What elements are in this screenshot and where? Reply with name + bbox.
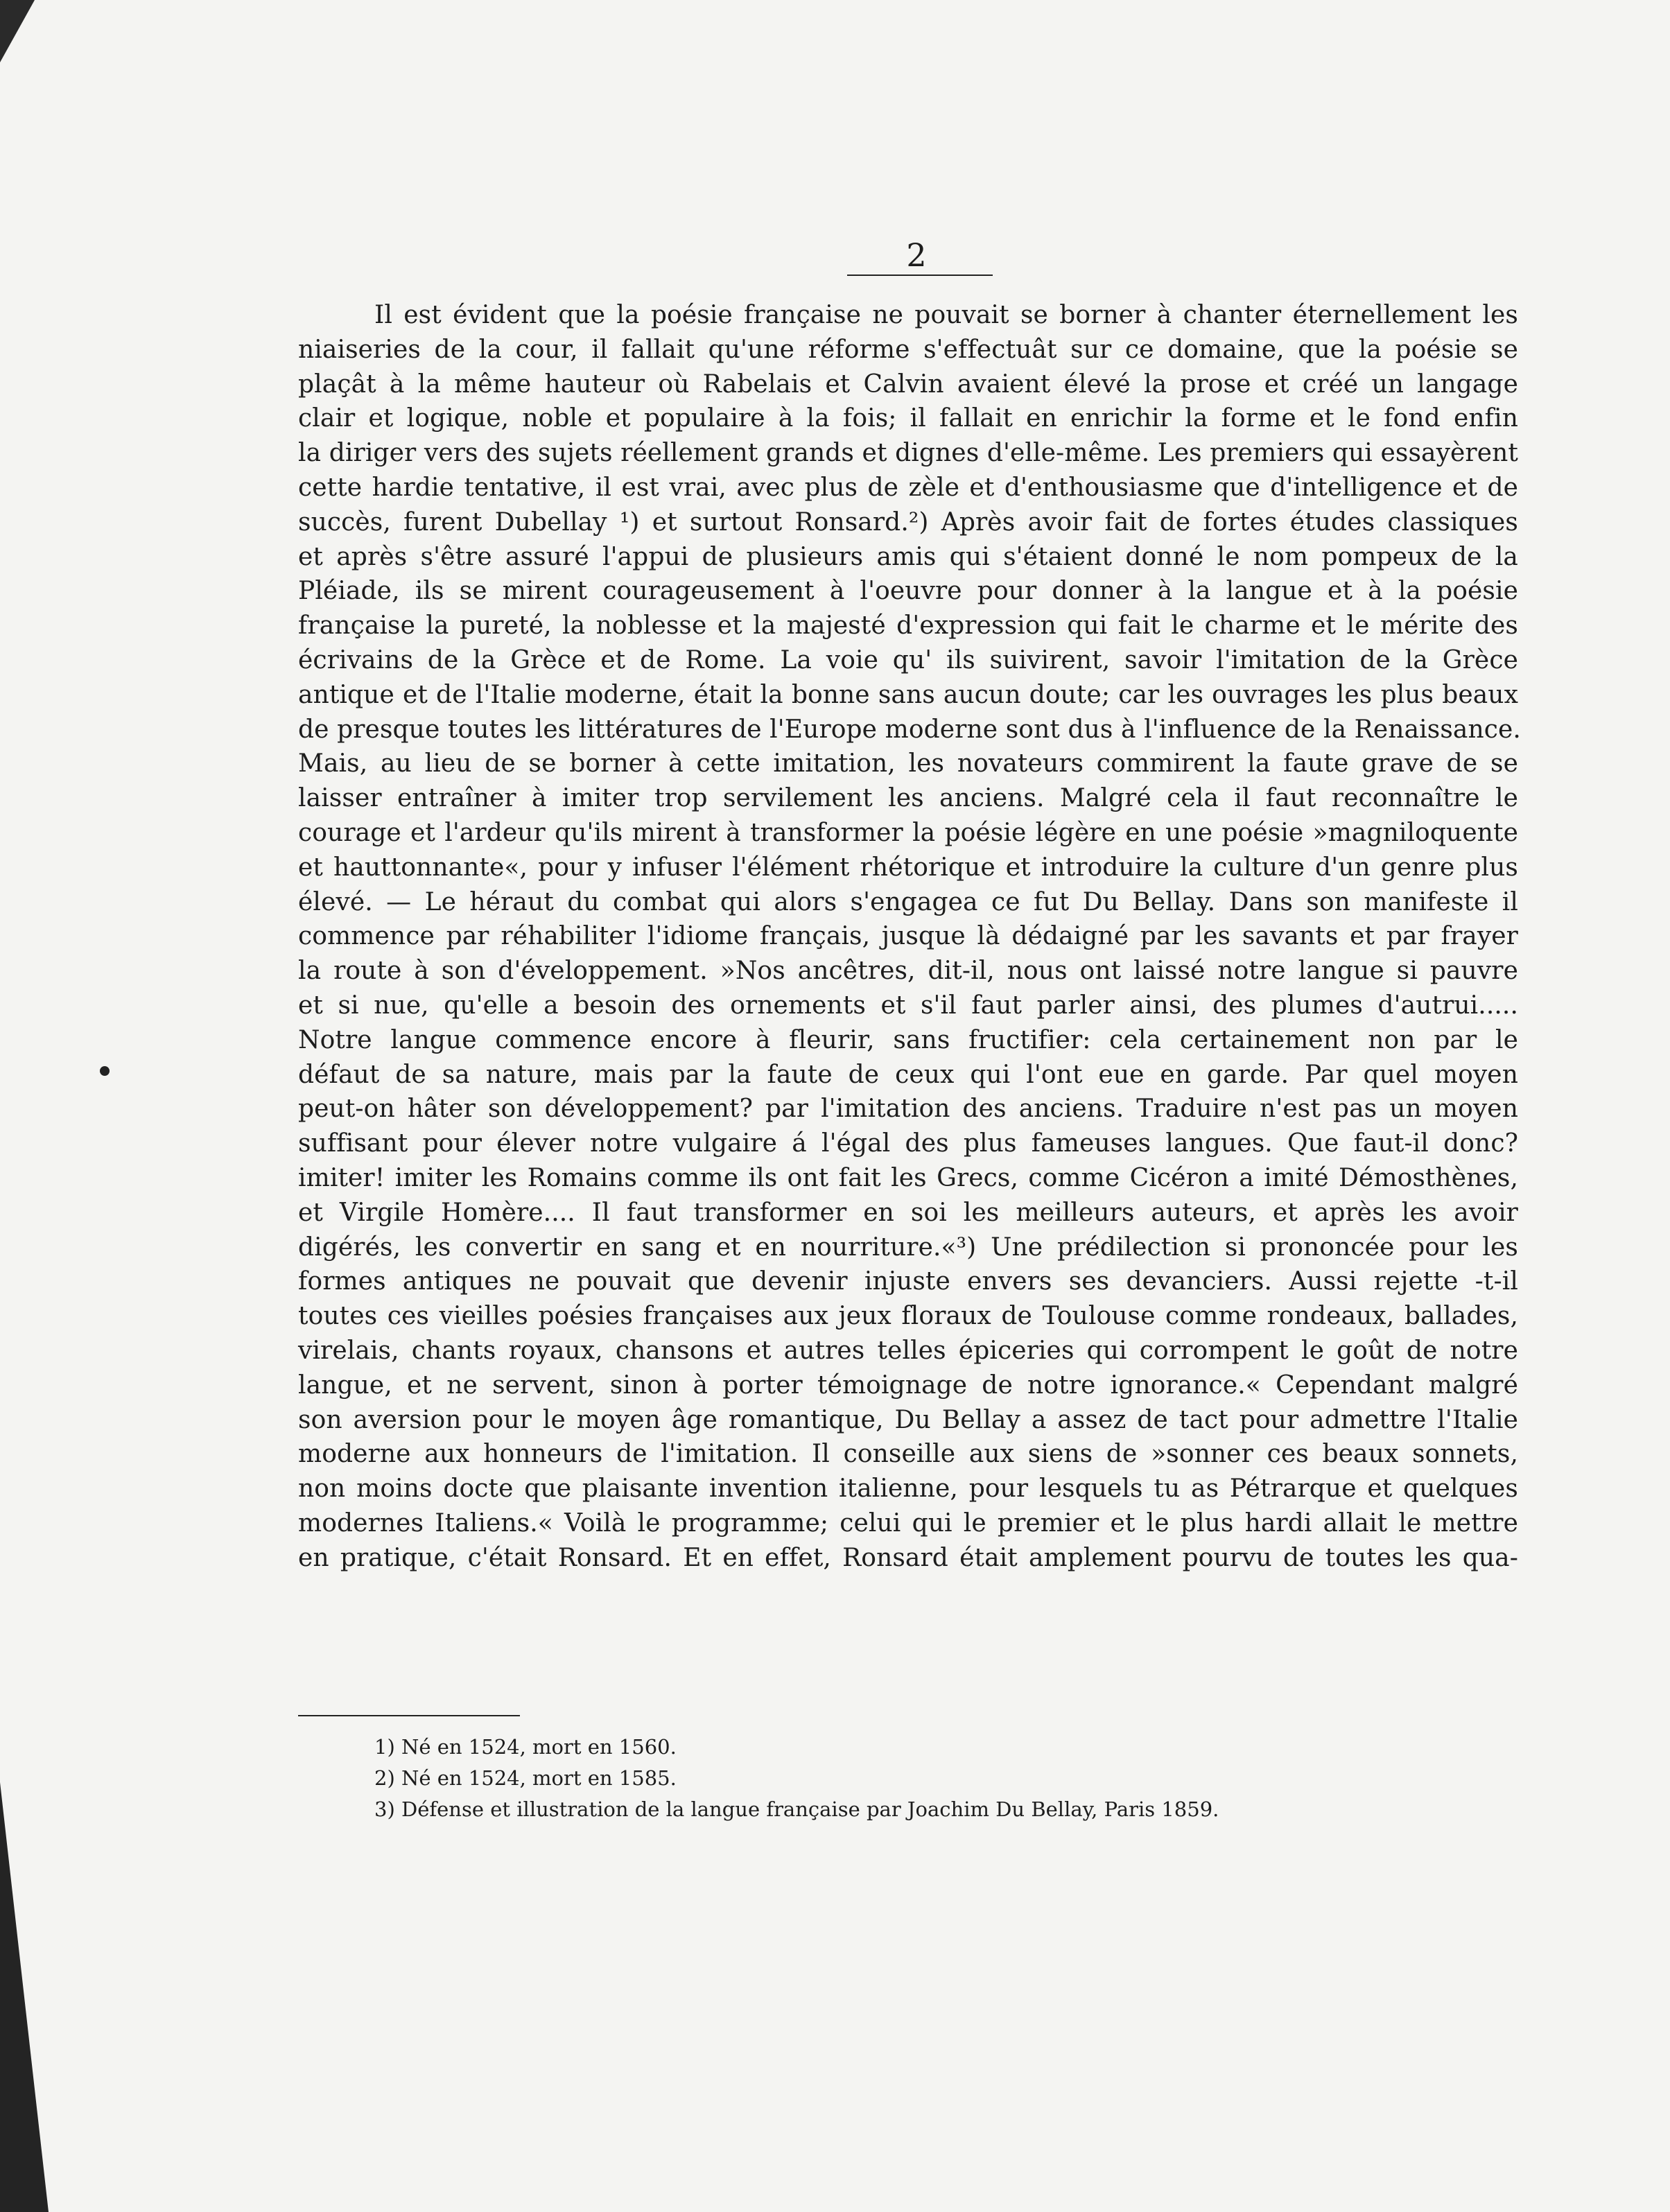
text-line: succès, furent Dubellay ¹) et surtout Ronsard.²) Après avoir fait de fortes études classiques xyxy=(298,507,1518,537)
page-number: 2 xyxy=(906,236,927,274)
text-line: cette hardie tentative, il est vrai, avec plus de zèle et d'enthousiasme que d'intelligence et de xyxy=(298,473,1518,502)
text-line: antique et de l'Italie moderne, était la bonne sans aucun doute; car les ouvrages les plus beaux xyxy=(298,680,1518,709)
text-line: moderne aux honneurs de l'imitation. Il conseille aux siens de »sonner ces beaux sonnets, xyxy=(298,1440,1518,1469)
text-line: écrivains de la Grèce et de Rome. La voie qu' ils suivirent, savoir l'imitation de la Grèce xyxy=(298,645,1518,674)
text-line: plaçât à la même hauteur où Rabelais et Calvin avaient élevé la prose et créé un langage xyxy=(298,369,1518,399)
text-line: de presque toutes les littératures de l'Europe moderne sont dus à l'influence de la Renaissance. xyxy=(298,715,1521,744)
footnote: 3) Défense et illustration de la langue française par Joachim Du Bellay, Paris 1859. xyxy=(374,1797,1219,1821)
text-line: élevé. — Le héraut du combat qui alors s'engagea ce fut Du Bellay. Dans son manifeste il xyxy=(298,887,1518,916)
footnotes xyxy=(374,1732,1484,1825)
text-line: commence par réhabiliter l'idiome français, jusque là dédaigné par les savants et par frayer xyxy=(298,922,1518,951)
text-line: toutes ces vieilles poésies françaises aux jeux floraux de Toulouse comme rondeaux, ballades, xyxy=(298,1302,1518,1331)
body-text xyxy=(298,298,1521,1575)
ink-speck xyxy=(100,1066,110,1076)
page-number-rule xyxy=(847,275,993,276)
text-line: non moins docte que plaisante invention italienne, pour lesquels tu as Pétrarque et quelques xyxy=(298,1474,1518,1504)
text-line: courage et l'ardeur qu'ils mirent à transformer la poésie légère en une poésie »magniloquente xyxy=(298,818,1518,847)
footnote: 2) Né en 1524, mort en 1585. xyxy=(374,1766,677,1790)
text-line: langue, et ne servent, sinon à porter témoignage de notre ignorance.« Cependant malgré xyxy=(298,1370,1518,1400)
footnote: 1) Né en 1524, mort en 1560. xyxy=(374,1735,677,1759)
text-line: virelais, chants royaux, chansons et autres telles épiceries qui corrompent le goût de notre xyxy=(298,1336,1518,1365)
text-line: clair et logique, noble et populaire à la fois; il fallait en enrichir la forme et le fond enfin xyxy=(298,404,1518,433)
text-line: et après s'être assuré l'appui de plusieurs amis qui s'étaient donné le nom pompeux de la xyxy=(298,542,1518,571)
text-line: modernes Italiens.« Voilà le programme; celui qui le premier et le plus hardi allait le mettre xyxy=(298,1508,1518,1538)
text-line: digérés, les convertir en sang et en nourriture.«³) Une prédilection si prononcée pour les xyxy=(298,1233,1518,1262)
text-line: la diriger vers des sujets réellement grands et dignes d'elle-même. Les premiers qui essayèrent xyxy=(298,439,1518,468)
text-line: imiter! imiter les Romains comme ils ont fait les Grecs, comme Cicéron a imité Démosthènes, xyxy=(298,1163,1518,1192)
text-line: Notre langue commence encore à fleurir, sans fructifier: cela certainement non par le xyxy=(298,1025,1518,1054)
text-line: française la pureté, la noblesse et la majesté d'expression qui fait le charme et le mérite des xyxy=(298,611,1518,641)
text-line: son aversion pour le moyen âge romantique, Du Bellay a assez de tact pour admettre l'Italie xyxy=(298,1405,1518,1434)
text-line: et hauttonnante«, pour y infuser l'élément rhétorique et introduire la culture d'un genre plus xyxy=(298,853,1518,882)
text-line: Pléiade, ils se mirent courageusement à l'oeuvre pour donner à la langue et à la poésie xyxy=(298,577,1518,606)
text-line: laisser entraîner à imiter trop servilement les anciens. Malgré cela il faut reconnaître le xyxy=(298,784,1518,813)
text-line: niaiseries de la cour, il fallait qu'une réforme s'effectuât sur ce domaine, que la poésie se xyxy=(298,335,1518,364)
text-line: la route à son d'éveloppement. »Nos ancêtres, dit-il, nous ont laissé notre langue si pauvre xyxy=(298,957,1518,986)
text-line: formes antiques ne pouvait que devenir injuste envers ses devanciers. Aussi rejette -t-il xyxy=(298,1267,1518,1296)
text-line: Il est évident que la poésie française ne pouvait se borner à chanter éternellement les xyxy=(374,301,1518,329)
text-line: en pratique, c'était Ronsard. Et en effet, Ronsard était amplement pourvu de toutes les qua- xyxy=(298,1543,1518,1572)
text-line: Mais, au lieu de se borner à cette imitation, les novateurs commirent la faute grave de se xyxy=(298,749,1518,778)
footnote-rule xyxy=(298,1715,520,1716)
text-line: et Virgile Homère.... Il faut transformer en soi les meilleurs auteurs, et après les avoir xyxy=(298,1198,1518,1227)
text-line: et si nue, qu'elle a besoin des ornements et s'il faut parler ainsi, des plumes d'autrui..... xyxy=(298,991,1518,1020)
scan-edge-bottom-left xyxy=(0,1782,49,2212)
text-line: suffisant pour élever notre vulgaire á l'égal des plus fameuses langues. Que faut-il donc? xyxy=(298,1129,1518,1158)
text-line: peut-on hâter son développement? par l'imitation des anciens. Traduire n'est pas un moyen xyxy=(298,1095,1518,1124)
scan-corner-top-left xyxy=(0,0,35,62)
text-line: défaut de sa nature, mais par la faute de ceux qui l'ont eue en garde. Par quel moyen xyxy=(298,1060,1518,1089)
